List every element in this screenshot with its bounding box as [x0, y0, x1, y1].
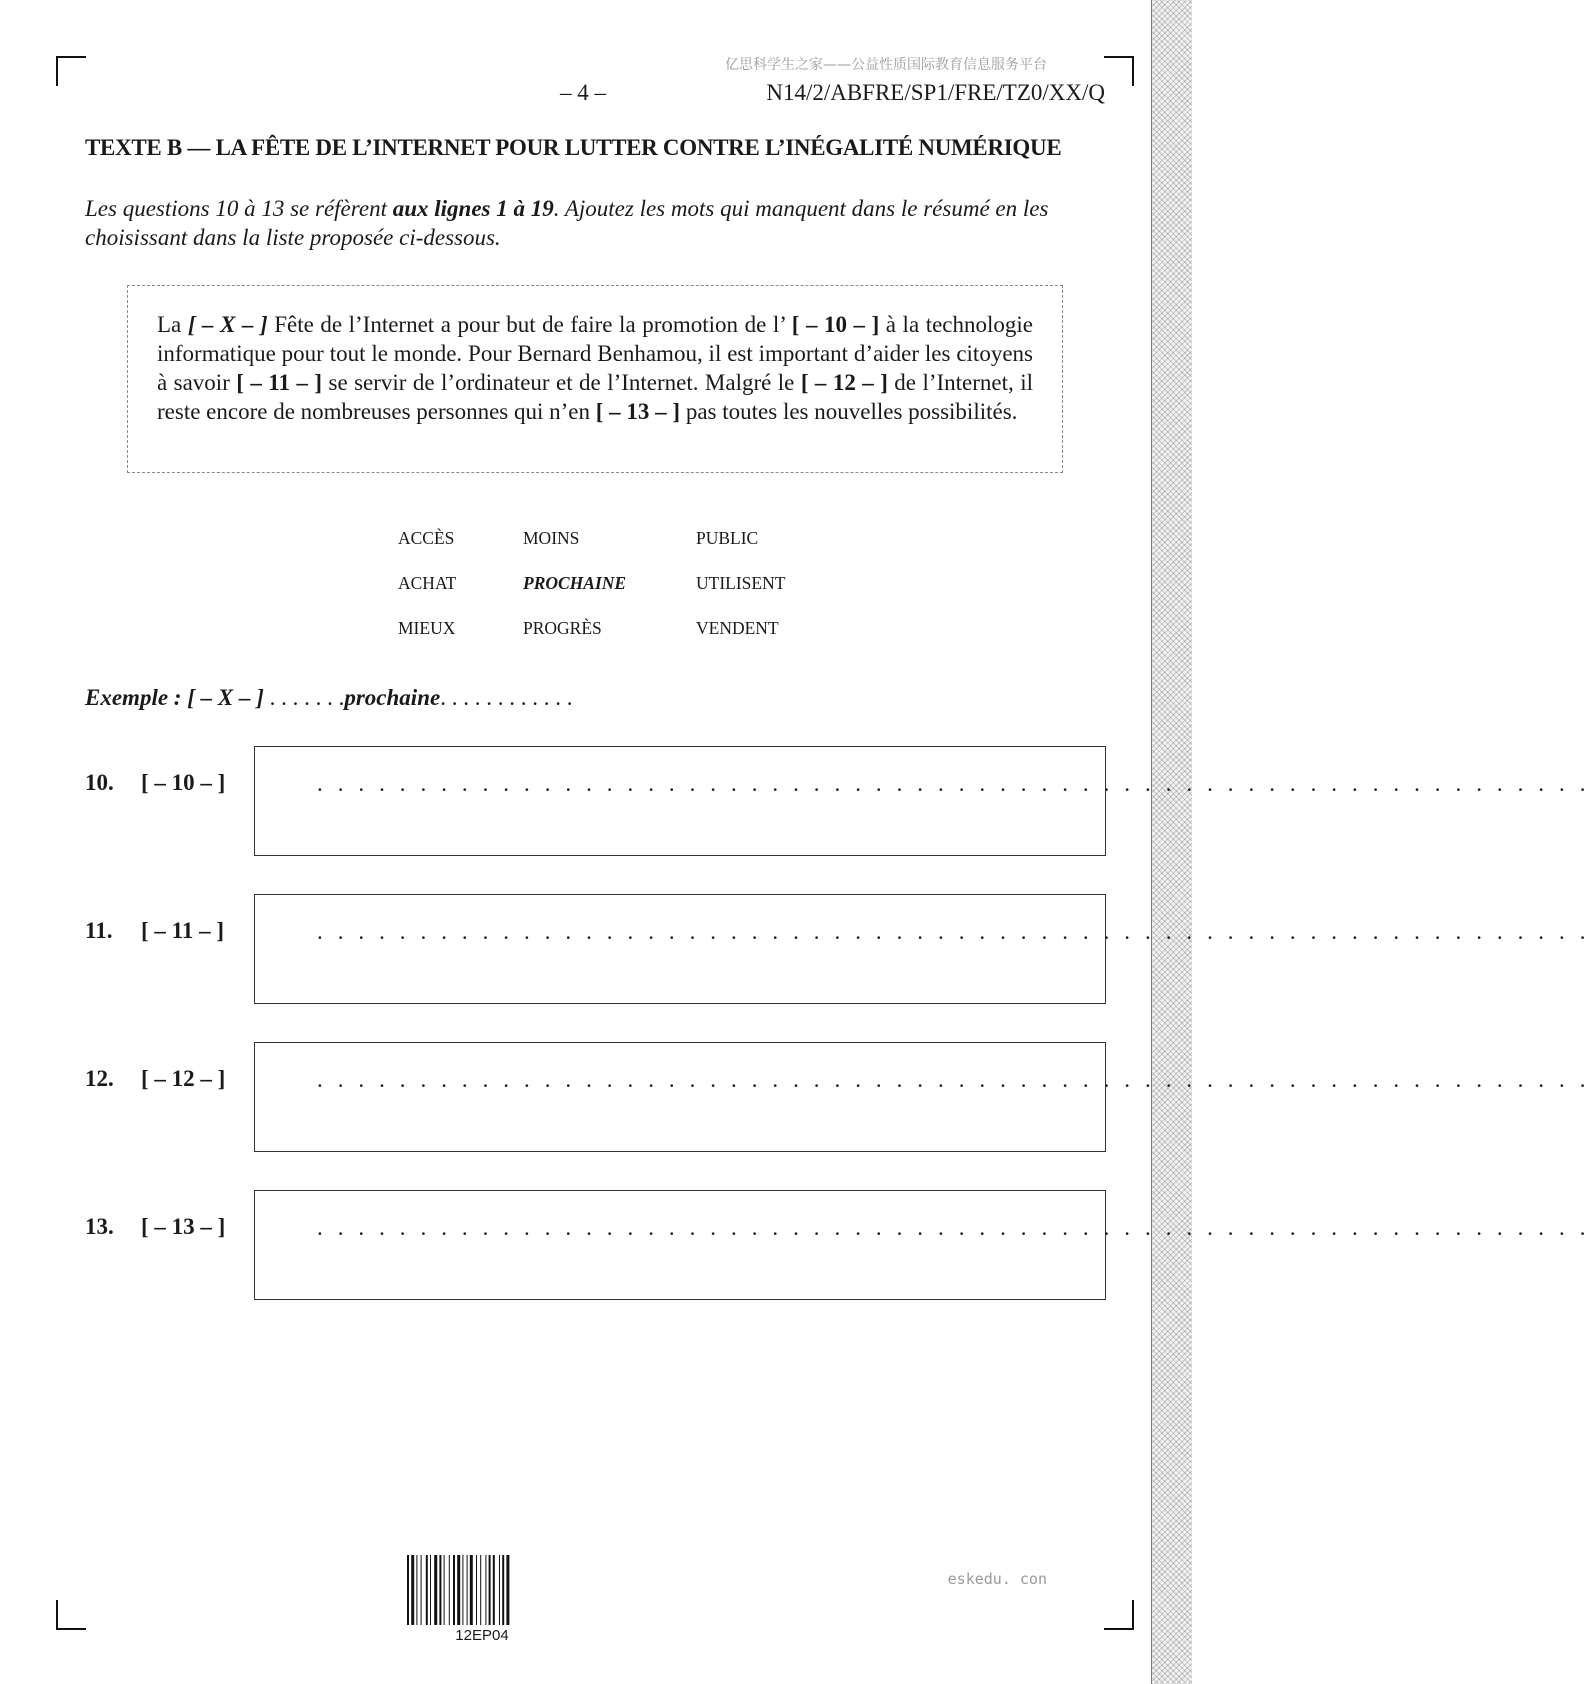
- word-option: ACHAT: [398, 573, 457, 593]
- instructions: [85, 194, 1106, 252]
- question-label-11: [85, 918, 224, 944]
- barcode-bar: [476, 1555, 477, 1625]
- example-dots: . . . . . . .: [263, 685, 345, 710]
- summary-text: de l’Internet, il reste encore de nombreuses personnes qui n’en: [157, 370, 1033, 424]
- word-option: MOINS: [523, 528, 580, 548]
- gap-10: [ – 10 – ]: [791, 312, 880, 337]
- summary-text: Fête de l’Internet a pour but de faire la promotion de l’: [267, 312, 792, 337]
- barcode-bar: [480, 1555, 481, 1625]
- question-number: 11.: [85, 918, 113, 943]
- gap-x: [ – X – ]: [187, 312, 268, 337]
- barcode-bar: [457, 1555, 460, 1625]
- word-option: VENDENT: [696, 618, 779, 638]
- word-option: MIEUX: [398, 618, 456, 638]
- answer-dots: . . . . . . . . . . . . . . . . . . . . . . . . . . . . . . . . . . . . . . . . . . . . . . . . . . . . . . . . . . . . . .: [317, 1067, 1590, 1092]
- summary-text: pas toutes les nouvelles possibilités.: [680, 399, 1018, 424]
- barcode-bar: [444, 1555, 445, 1625]
- instructions-emphasis: aux lignes 1 à 19: [392, 196, 554, 221]
- barcode-bar: [462, 1555, 463, 1625]
- word-list: [398, 528, 785, 663]
- barcode-bar: [449, 1555, 450, 1625]
- barcode-bar: [489, 1555, 491, 1625]
- question-number: 10.: [85, 770, 114, 795]
- answer-box-12[interactable]: [254, 1042, 1590, 1152]
- crop-mark-bottom-right: [1104, 1600, 1134, 1630]
- section-title: TEXTE B — LA FÊTE DE L’INTERNET POUR LUTTER CONTRE L’INÉGALITÉ NUMÉRIQUE: [85, 135, 1062, 160]
- word-option: PUBLIC: [696, 528, 759, 548]
- barcode-bar: [426, 1555, 428, 1625]
- gap-13: [ – 13 – ]: [595, 399, 681, 424]
- instructions-text-2: . Ajoutez les mots qui manquent dans le résumé en les choisissant dans la liste proposée ci-dessous.: [85, 196, 1049, 250]
- barcode-text: 12EP04: [455, 1627, 509, 1644]
- question-number: 12.: [85, 1066, 114, 1091]
- crop-mark-top-left: [56, 56, 86, 86]
- barcode-bar: [411, 1555, 414, 1625]
- barcode-bar: [499, 1555, 500, 1625]
- word-list-row: [398, 528, 785, 573]
- summary-box: [127, 285, 1063, 473]
- barcode-bar: [493, 1555, 495, 1625]
- answer-box-11[interactable]: [254, 894, 1590, 1004]
- crop-mark-bottom-left: [56, 1600, 86, 1630]
- barcode-bar: [506, 1555, 509, 1625]
- question-tag: [ – 10 – ]: [141, 770, 226, 795]
- barcode-bar: [470, 1555, 473, 1625]
- question-tag: [ – 11 – ]: [141, 918, 225, 943]
- example-line: [85, 685, 572, 711]
- barcode-bar: [453, 1555, 455, 1625]
- example-answer: prochaine: [344, 685, 441, 710]
- summary-text: La: [157, 312, 188, 337]
- barcode-bar: [416, 1555, 417, 1625]
- answer-box-10[interactable]: [254, 746, 1590, 856]
- question-label-10: [85, 770, 225, 796]
- instructions-text-1: Les questions 10 à 13 se réfèrent: [85, 196, 393, 221]
- word-option: PROGRÈS: [523, 618, 602, 638]
- page-margin-strip: [1151, 0, 1192, 1684]
- barcode-bar: [407, 1555, 409, 1625]
- footer-watermark: eskedu. con: [947, 1570, 1047, 1588]
- example-dots: . . . . . . . . . . . .: [440, 685, 573, 710]
- word-list-row: [398, 573, 785, 618]
- header-watermark: 亿思科学生之家——公益性质国际教育信息服务平台: [725, 57, 1047, 73]
- document-code: N14/2/ABFRE/SP1/FRE/TZ0/XX/Q: [766, 80, 1105, 105]
- question-tag: [ – 12 – ]: [141, 1066, 226, 1091]
- gap-12: [ – 12 – ]: [800, 370, 888, 395]
- question-number: 13.: [85, 1214, 114, 1239]
- summary-text: à la technologie informatique pour tout le monde. Pour Bernard Benhamou, il est important d’aider les citoyens à savoir: [157, 312, 1033, 395]
- answer-dots: . . . . . . . . . . . . . . . . . . . . . . . . . . . . . . . . . . . . . . . . . . . . . . . . . . . . . . . . . . . . . .: [317, 771, 1590, 796]
- gap-11: [ – 11 – ]: [236, 370, 323, 395]
- answer-dots: . . . . . . . . . . . . . . . . . . . . . . . . . . . . . . . . . . . . . . . . . . . . . . . . . . . . . . . . . . . . . .: [317, 1215, 1590, 1240]
- barcode-bar: [502, 1555, 504, 1625]
- question-label-12: [85, 1066, 225, 1092]
- answer-dots: . . . . . . . . . . . . . . . . . . . . . . . . . . . . . . . . . . . . . . . . . . . . . . . . . . . . . . . . . . . . . .: [317, 919, 1590, 944]
- word-option-example: PROCHAINE: [523, 573, 627, 593]
- page-number: – 4 –: [560, 80, 606, 105]
- word-list-row: [398, 618, 785, 663]
- example-label: Exemple : [ – X – ]: [85, 685, 264, 710]
- barcode-bar: [430, 1555, 431, 1625]
- barcode-bar: [485, 1555, 486, 1625]
- crop-mark-top-right: [1104, 56, 1134, 86]
- barcode-bar: [467, 1555, 468, 1625]
- word-option: UTILISENT: [696, 573, 786, 593]
- barcode-bar: [439, 1555, 441, 1625]
- barcode: [407, 1555, 557, 1625]
- word-option: ACCÈS: [398, 528, 455, 548]
- question-label-13: [85, 1214, 225, 1240]
- barcode-bar: [421, 1555, 422, 1625]
- barcode-bar: [434, 1555, 437, 1625]
- question-tag: [ – 13 – ]: [141, 1214, 226, 1239]
- summary-text: se servir de l’ordinateur et de l’Internet. Malgré le: [322, 370, 801, 395]
- answer-box-13[interactable]: [254, 1190, 1590, 1300]
